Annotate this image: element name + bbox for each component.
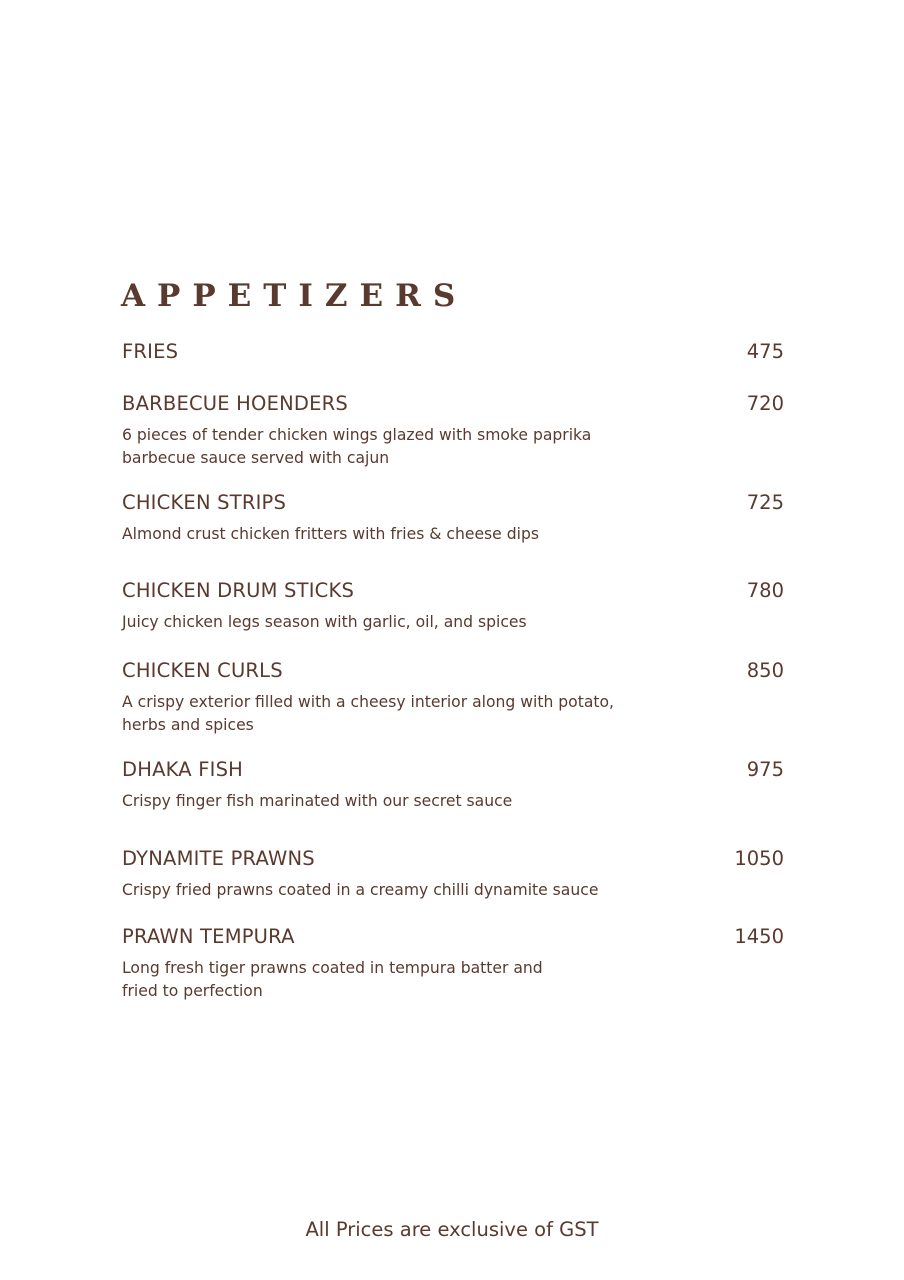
item-price: 720 bbox=[746, 392, 784, 415]
item-price: 725 bbox=[746, 491, 784, 514]
item-name: PRAWN TEMPURA bbox=[122, 925, 295, 948]
item-name: FRIES bbox=[122, 340, 179, 363]
item-price: 975 bbox=[746, 758, 784, 781]
item-description: Crispy finger fish marinated with our secret sauce bbox=[122, 792, 513, 810]
menu-item-dhaka-fish bbox=[122, 758, 784, 813]
menu-item-barbecue-hoenders bbox=[122, 392, 784, 470]
menu-item-chicken-drum-sticks bbox=[122, 579, 784, 634]
item-price: 780 bbox=[746, 579, 784, 602]
item-description: A crispy exterior filled with a cheesy interior along with potato, herbs and spices bbox=[122, 693, 615, 734]
item-description: Crispy fried prawns coated in a creamy chilli dynamite sauce bbox=[122, 881, 599, 899]
item-price: 1050 bbox=[734, 847, 784, 870]
item-name: BARBECUE HOENDERS bbox=[122, 392, 348, 415]
item-price: 475 bbox=[746, 340, 784, 363]
item-name: CHICKEN DRUM STICKS bbox=[122, 579, 355, 602]
menu-item-fries bbox=[122, 340, 784, 364]
item-description: 6 pieces of tender chicken wings glazed with smoke paprika barbecue sauce served with cajun bbox=[122, 426, 592, 467]
menu-item-chicken-strips bbox=[122, 491, 784, 546]
menu-item-dynamite-prawns bbox=[122, 847, 784, 902]
item-name: DHAKA FISH bbox=[122, 758, 244, 781]
item-description: Almond crust chicken fritters with fries & cheese dips bbox=[122, 525, 539, 543]
item-description: Juicy chicken legs season with garlic, oil, and spices bbox=[122, 613, 527, 631]
item-price: 850 bbox=[746, 659, 784, 682]
menu-item-chicken-curls bbox=[122, 659, 784, 737]
item-name: CHICKEN STRIPS bbox=[122, 491, 287, 514]
item-description: Long fresh tiger prawns coated in tempura batter and fried to perfection bbox=[122, 959, 543, 1000]
section-title: APPETIZERS bbox=[121, 278, 468, 314]
footer-note: All Prices are exclusive of GST bbox=[305, 1218, 599, 1241]
menu-item-prawn-tempura bbox=[122, 925, 784, 1003]
item-name: DYNAMITE PRAWNS bbox=[122, 847, 315, 870]
item-price: 1450 bbox=[734, 925, 784, 948]
item-name: CHICKEN CURLS bbox=[122, 659, 283, 682]
